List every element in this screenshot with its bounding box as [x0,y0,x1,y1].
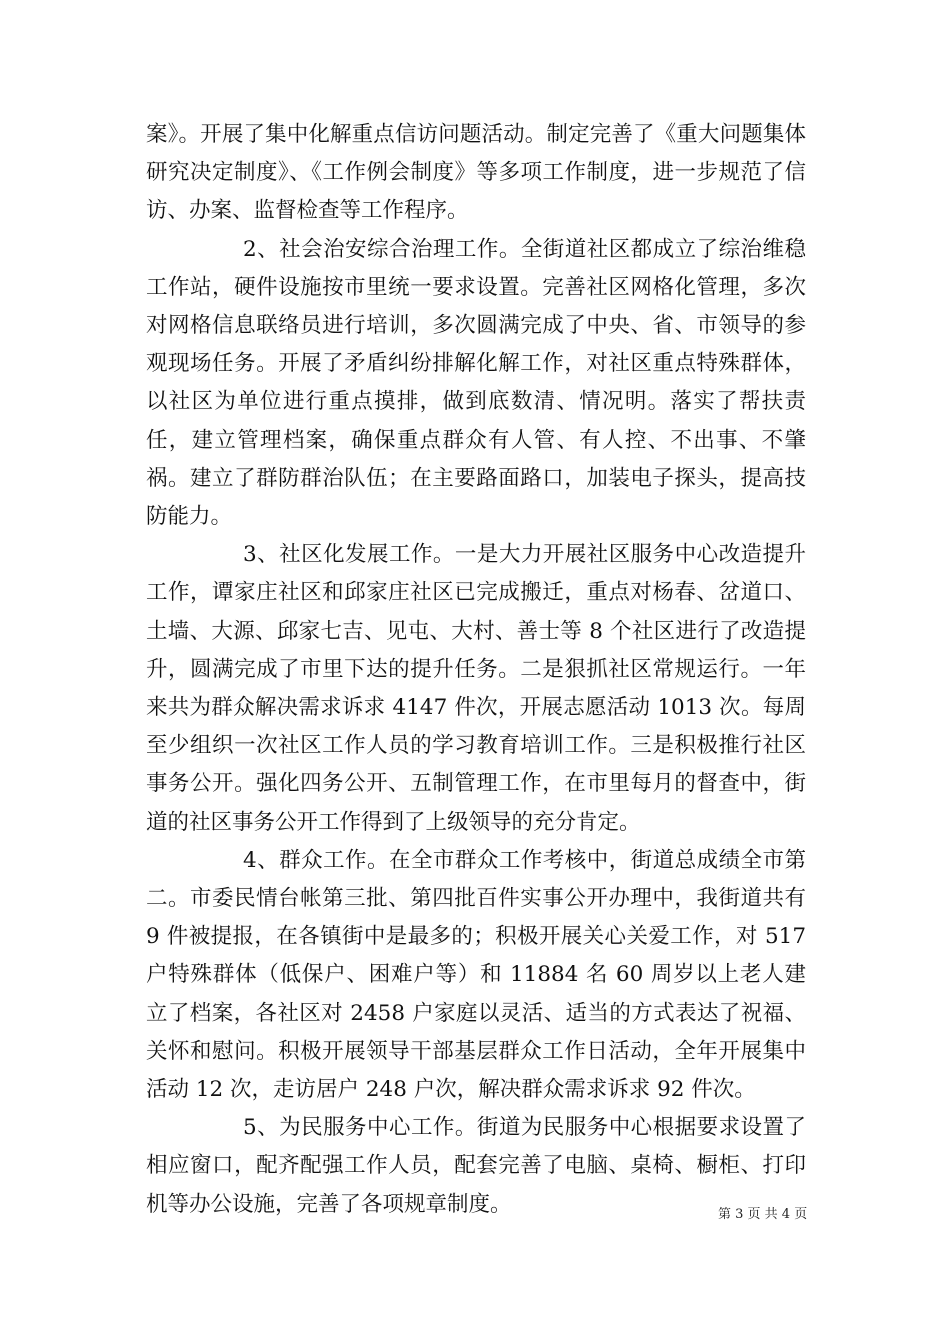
paragraph-public-security: 2、社会治安综合治理工作。全街道社区都成立了综治维稳工作站，硬件设施按市里统一要求设置。完善社区网格化管理，多次对网格信息联络员进行培训，多次圆满完成了中央、省、市领导的参观现场任务。开展了矛盾纠纷排解化解工作，对社区重点特殊群体，以社区为单位进行重点摸排，做到底数清、情况明。落实了帮扶责任，建立管理档案，确保重点群众有人管、有人控、不出事、不肇祸。建立了群防群治队伍；在主要路面路口，加装电子探头，提高技防能力。 [146,236,806,530]
paragraph-service-center: 5、为民服务中心工作。街道为民服务中心根据要求设置了相应窗口，配齐配强工作人员，配套完善了电脑、桌椅、橱柜、打印机等办公设施，完善了各项规章制度。 [146,1115,806,1217]
paragraph-continuation: 案》。开展了集中化解重点信访问题活动。制定完善了《重大问题集体研究决定制度》、《工作例会制度》等多项工作制度，进一步规范了信访、办案、监督检查等工作程序。 [146,122,806,224]
paragraph-community-development: 3、社区化发展工作。一是大力开展社区服务中心改造提升工作，谭家庄社区和邱家庄社区已完成搬迁，重点对杨春、岔道口、土墙、大源、邱家七吉、见屯、大村、善士等 8 个社区进行了改造提升，圆满完成了市里下达的提升任务。二是狠抓社区常规运行。一年来共为群众解决需求诉求 4147 件次，开展志愿活动 1013 次。每周至少组织一次社区工作人员的学习教育培训工作。三是积极推行社区事务公开。强化四务公开、五制管理工作，在市里每月的督查中，街道的社区事务公开工作得到了上级领导的充分肯定。 [146,542,806,835]
document-body [146,116,806,1224]
page-number-footer: 第 3 页 共 4 页 [718,1207,808,1222]
paragraph-mass-work: 4、群众工作。在全市群众工作考核中，街道总成绩全市第二。市委民情台帐第三批、第四批百件实事公开办理中，我街道共有 9 件被提报，在各镇街中是最多的；积极开展关心关爱工作，对 517 户特殊群体（低保户、困难户等）和 11884 名 60 周岁以上老人建立了档案，各社区对 2458 户家庭以灵活、适当的方式表达了祝福、关怀和慰问。积极开展领导干部基层群众工作日活动，全年开展集中活动 12 次，走访居户 248 户次，解决群众需求诉求 92 件次。 [146,847,806,1103]
